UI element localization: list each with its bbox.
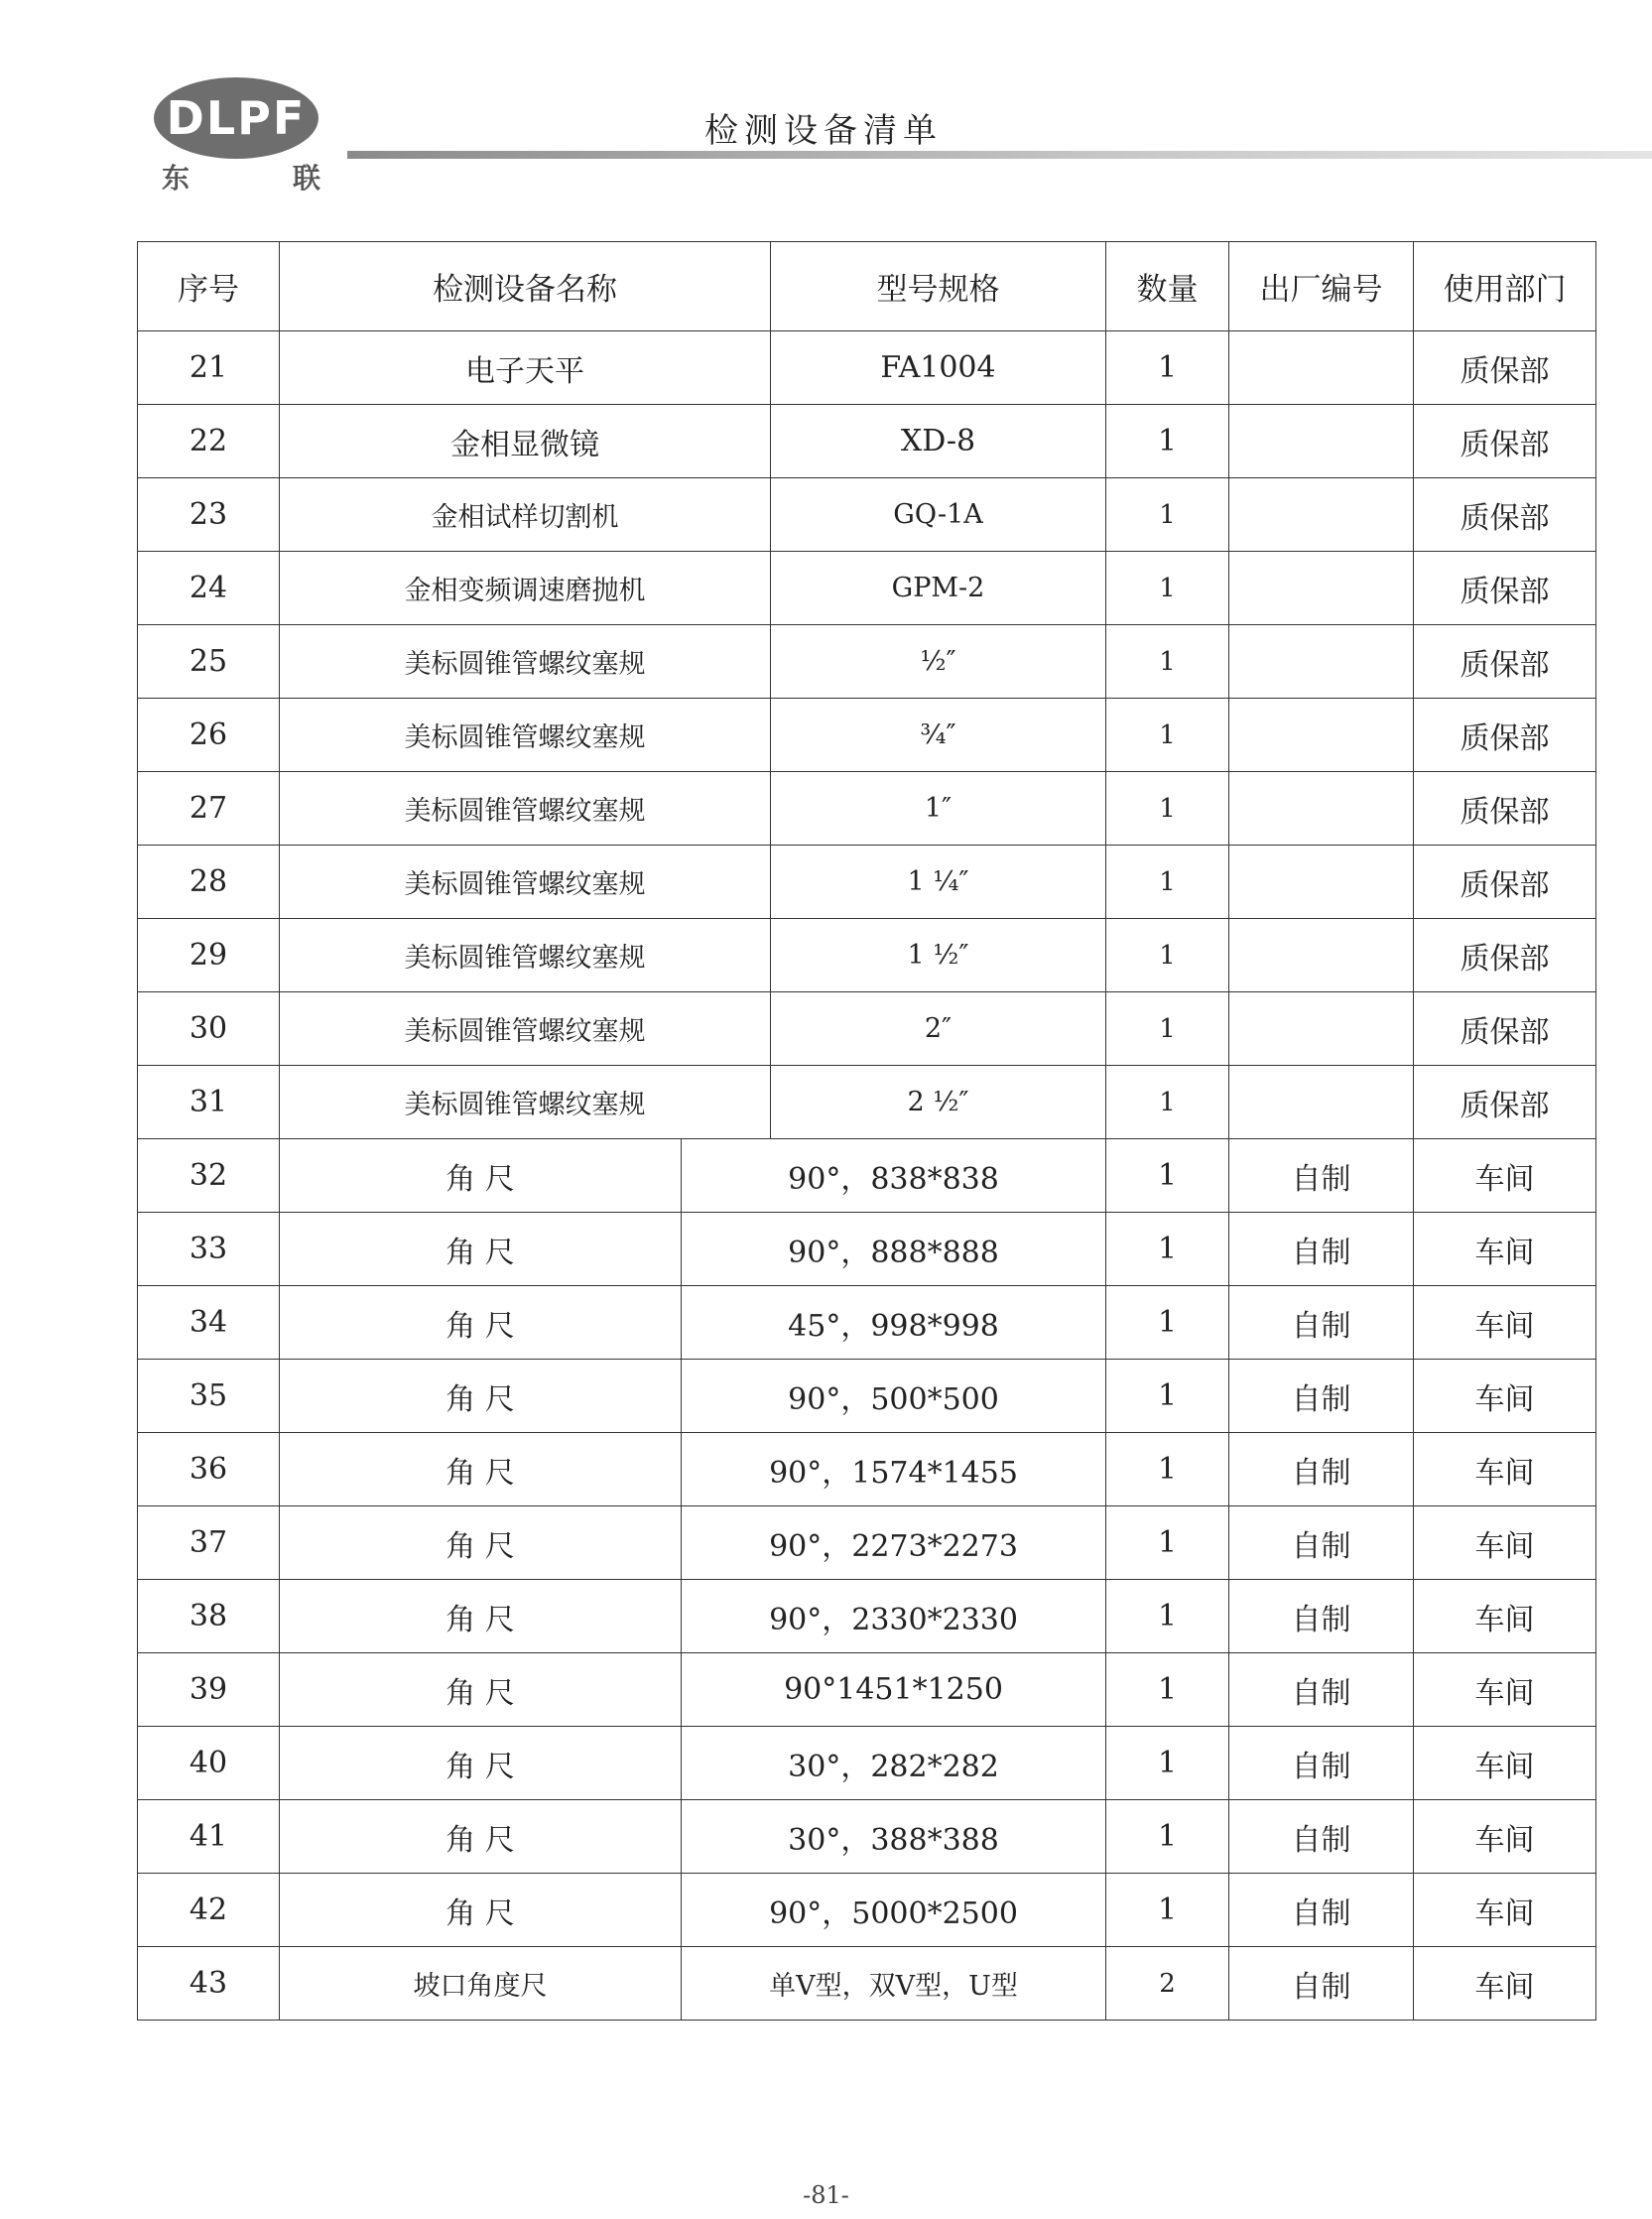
cell-spec: 90°，888*888	[682, 1213, 1106, 1286]
header-dept: 使用部门	[1414, 242, 1596, 331]
table-row	[138, 1066, 1596, 1139]
table-row	[138, 1360, 1596, 1433]
table-header-row	[138, 242, 1596, 331]
cell-no: 37	[138, 1506, 280, 1580]
cell-qty: 1	[1106, 1360, 1229, 1433]
cell-spec: 1 ¼″	[771, 846, 1106, 919]
cell-dept: 质保部	[1414, 846, 1596, 919]
cell-serial: 自制	[1229, 1874, 1414, 1947]
cell-dept: 车间	[1414, 1580, 1596, 1653]
page-title: 检测设备清单	[704, 111, 943, 151]
cell-qty: 1	[1106, 1653, 1229, 1727]
cell-spec: ½″	[771, 625, 1106, 699]
cell-no: 32	[138, 1139, 280, 1213]
cell-no: 29	[138, 919, 280, 992]
cell-dept: 质保部	[1414, 478, 1596, 552]
cell-serial	[1229, 405, 1414, 478]
cell-no: 41	[138, 1800, 280, 1874]
cell-dept: 质保部	[1414, 625, 1596, 699]
equipment-table	[137, 241, 1596, 2021]
table-row	[138, 1580, 1596, 1653]
cell-name: 美标圆锥管螺纹塞规	[280, 919, 771, 992]
cell-no: 21	[138, 331, 280, 405]
cell-dept: 质保部	[1414, 405, 1596, 478]
cell-dept: 质保部	[1414, 552, 1596, 625]
cell-qty: 1	[1106, 1727, 1229, 1800]
cell-qty: 1	[1106, 699, 1229, 772]
header-spec: 型号规格	[771, 242, 1106, 331]
cell-serial: 自制	[1229, 1433, 1414, 1506]
header-no: 序号	[138, 242, 280, 331]
cell-qty: 1	[1106, 772, 1229, 846]
cell-spec: 90°，838*838	[682, 1139, 1106, 1213]
cell-qty: 1	[1106, 992, 1229, 1066]
cell-spec: 90°，2330*2330	[682, 1580, 1106, 1653]
cell-qty: 2	[1106, 1947, 1229, 2021]
cell-qty: 1	[1106, 405, 1229, 478]
cell-qty: 1	[1106, 919, 1229, 992]
cell-serial	[1229, 772, 1414, 846]
table-row	[138, 1653, 1596, 1727]
table-row	[138, 331, 1596, 405]
table-row	[138, 1139, 1596, 1213]
cell-qty: 1	[1106, 1433, 1229, 1506]
cell-qty: 1	[1106, 1139, 1229, 1213]
cell-serial	[1229, 699, 1414, 772]
cell-serial: 自制	[1229, 1506, 1414, 1580]
header-divider	[347, 151, 1652, 159]
cell-dept: 车间	[1414, 1506, 1596, 1580]
cell-dept: 质保部	[1414, 331, 1596, 405]
cell-name: 角 尺	[280, 1286, 682, 1360]
cell-spec: 2″	[771, 992, 1106, 1066]
cell-qty: 1	[1106, 1066, 1229, 1139]
cell-no: 42	[138, 1874, 280, 1947]
cell-serial	[1229, 846, 1414, 919]
cell-spec: 45°，998*998	[682, 1286, 1106, 1360]
table-row	[138, 919, 1596, 992]
cell-no: 36	[138, 1433, 280, 1506]
cell-spec: 30°，388*388	[682, 1800, 1106, 1874]
table-row	[138, 992, 1596, 1066]
cell-qty: 1	[1106, 331, 1229, 405]
cell-qty: 1	[1106, 1506, 1229, 1580]
cell-dept: 车间	[1414, 1213, 1596, 1286]
cell-name: 金相试样切割机	[280, 478, 771, 552]
cell-serial: 自制	[1229, 1580, 1414, 1653]
table-row	[138, 1213, 1596, 1286]
cell-dept: 质保部	[1414, 772, 1596, 846]
table-row	[138, 1506, 1596, 1580]
cell-dept: 车间	[1414, 1360, 1596, 1433]
cell-no: 27	[138, 772, 280, 846]
cell-serial: 自制	[1229, 1800, 1414, 1874]
cell-spec: FA1004	[771, 331, 1106, 405]
cell-serial: 自制	[1229, 1947, 1414, 2021]
table-row	[138, 625, 1596, 699]
cell-name: 角 尺	[280, 1874, 682, 1947]
cell-name: 角 尺	[280, 1580, 682, 1653]
cell-name: 美标圆锥管螺纹塞规	[280, 625, 771, 699]
cell-name: 坡口角度尺	[280, 1947, 682, 2021]
cell-dept: 车间	[1414, 1139, 1596, 1213]
logo-chinese	[162, 157, 320, 196]
cell-spec: 90°，5000*2500	[682, 1874, 1106, 1947]
cell-serial: 自制	[1229, 1653, 1414, 1727]
cell-dept: 质保部	[1414, 919, 1596, 992]
cell-spec: 90°，1574*1455	[682, 1433, 1106, 1506]
cell-serial	[1229, 331, 1414, 405]
logo-cn-left: 东	[162, 162, 191, 195]
cell-no: 22	[138, 405, 280, 478]
cell-name: 美标圆锥管螺纹塞规	[280, 1066, 771, 1139]
cell-qty: 1	[1106, 552, 1229, 625]
cell-no: 23	[138, 478, 280, 552]
cell-no: 35	[138, 1360, 280, 1433]
cell-name: 角 尺	[280, 1800, 682, 1874]
cell-spec: 30°，282*282	[682, 1727, 1106, 1800]
header-serial: 出厂编号	[1229, 242, 1414, 331]
logo-cn-right: 联	[292, 162, 320, 195]
cell-name: 美标圆锥管螺纹塞规	[280, 699, 771, 772]
cell-qty: 1	[1106, 846, 1229, 919]
cell-name: 角 尺	[280, 1506, 682, 1580]
cell-serial	[1229, 552, 1414, 625]
cell-dept: 质保部	[1414, 699, 1596, 772]
cell-no: 38	[138, 1580, 280, 1653]
table-row	[138, 846, 1596, 919]
cell-name: 角 尺	[280, 1653, 682, 1727]
table-row	[138, 699, 1596, 772]
cell-no: 40	[138, 1727, 280, 1800]
table-row	[138, 772, 1596, 846]
cell-qty: 1	[1106, 478, 1229, 552]
cell-qty: 1	[1106, 1580, 1229, 1653]
cell-dept: 车间	[1414, 1433, 1596, 1506]
cell-spec: 90°1451*1250	[682, 1653, 1106, 1727]
cell-spec: 1 ½″	[771, 919, 1106, 992]
cell-name: 金相变频调速磨抛机	[280, 552, 771, 625]
cell-no: 43	[138, 1947, 280, 2021]
cell-spec: XD-8	[771, 405, 1106, 478]
cell-name: 美标圆锥管螺纹塞规	[280, 846, 771, 919]
cell-dept: 车间	[1414, 1286, 1596, 1360]
cell-dept: 质保部	[1414, 992, 1596, 1066]
cell-no: 30	[138, 992, 280, 1066]
cell-qty: 1	[1106, 1800, 1229, 1874]
cell-no: 28	[138, 846, 280, 919]
cell-serial: 自制	[1229, 1213, 1414, 1286]
cell-name: 金相显微镜	[280, 405, 771, 478]
cell-name: 角 尺	[280, 1213, 682, 1286]
cell-name: 美标圆锥管螺纹塞规	[280, 772, 771, 846]
header-qty: 数量	[1106, 242, 1229, 331]
cell-serial: 自制	[1229, 1286, 1414, 1360]
cell-serial: 自制	[1229, 1360, 1414, 1433]
cell-name: 美标圆锥管螺纹塞规	[280, 992, 771, 1066]
cell-no: 26	[138, 699, 280, 772]
table-row	[138, 1947, 1596, 2021]
cell-name: 电子天平	[280, 331, 771, 405]
cell-serial	[1229, 478, 1414, 552]
cell-spec: GPM-2	[771, 552, 1106, 625]
cell-dept: 车间	[1414, 1727, 1596, 1800]
company-logo	[154, 77, 322, 195]
cell-spec: ¾″	[771, 699, 1106, 772]
table-row	[138, 1874, 1596, 1947]
cell-serial: 自制	[1229, 1727, 1414, 1800]
cell-qty: 1	[1106, 1213, 1229, 1286]
cell-qty: 1	[1106, 1286, 1229, 1360]
cell-no: 24	[138, 552, 280, 625]
table-row	[138, 405, 1596, 478]
header-name: 检测设备名称	[280, 242, 771, 331]
cell-qty: 1	[1106, 625, 1229, 699]
cell-serial: 自制	[1229, 1139, 1414, 1213]
table-body	[138, 242, 1596, 2021]
cell-spec: GQ-1A	[771, 478, 1106, 552]
cell-spec: 1″	[771, 772, 1106, 846]
cell-name: 角 尺	[280, 1139, 682, 1213]
table-row	[138, 1727, 1596, 1800]
cell-dept: 质保部	[1414, 1066, 1596, 1139]
table-row	[138, 1433, 1596, 1506]
cell-spec: 90°，2273*2273	[682, 1506, 1106, 1580]
cell-qty: 1	[1106, 1874, 1229, 1947]
cell-no: 25	[138, 625, 280, 699]
cell-serial	[1229, 625, 1414, 699]
cell-dept: 车间	[1414, 1653, 1596, 1727]
cell-spec: 90°，500*500	[682, 1360, 1106, 1433]
cell-name: 角 尺	[280, 1727, 682, 1800]
cell-name: 角 尺	[280, 1433, 682, 1506]
cell-serial	[1229, 1066, 1414, 1139]
page-number: -81-	[803, 2181, 849, 2209]
cell-dept: 车间	[1414, 1800, 1596, 1874]
table-row	[138, 478, 1596, 552]
cell-spec: 2 ½″	[771, 1066, 1106, 1139]
cell-no: 34	[138, 1286, 280, 1360]
cell-dept: 车间	[1414, 1874, 1596, 1947]
cell-spec: 单V型，双V型，U型	[682, 1947, 1106, 2021]
logo-abbr: DLPF	[154, 77, 318, 159]
cell-serial	[1229, 992, 1414, 1066]
table-row	[138, 552, 1596, 625]
cell-no: 33	[138, 1213, 280, 1286]
cell-serial	[1229, 919, 1414, 992]
table-row	[138, 1800, 1596, 1874]
cell-dept: 车间	[1414, 1947, 1596, 2021]
cell-name: 角 尺	[280, 1360, 682, 1433]
cell-no: 31	[138, 1066, 280, 1139]
cell-no: 39	[138, 1653, 280, 1727]
table-row	[138, 1286, 1596, 1360]
